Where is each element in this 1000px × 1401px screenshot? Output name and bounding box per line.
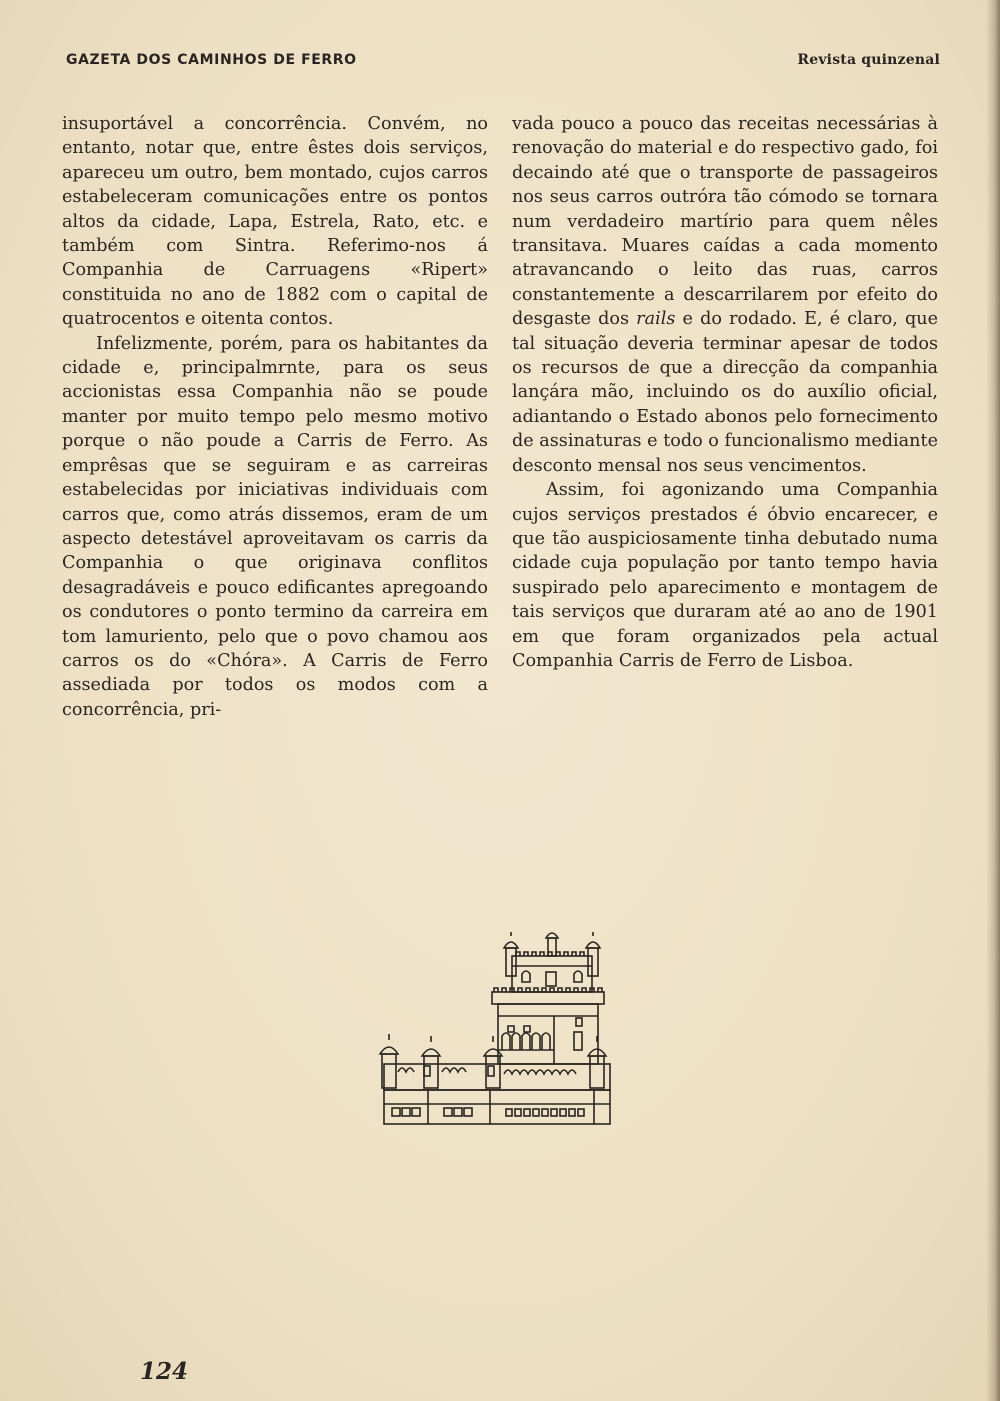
paragraph: insuportável a concorrência. Convém, no entanto, notar que, entre êstes dois serviços, apareceu um outro, bem montado, cujos carros estabeleceram comunicações entre os pontos altos da cidade, Lapa, Estrela, Rato, etc. e também com Sintra. Referimo-nos á Companhia de Carruagens «Ripert» constituida no ano de 1882 com o capital de quatrocentos e oitenta contos. — [62, 114, 488, 330]
paragraph: Assim, foi agonizando uma Companhia cujos serviços prestados é óbvio encarecer, e que tão auspiciosamente tinha debutado numa cidade cuja população por tanto tempo havia suspirado pelo aparecimento e montagem de tais serviços que duraram até ao ano de 1901 em que foram organizados pela actual Companhia Carris de Ferro de Lisboa. — [512, 480, 938, 671]
publication-title: GAZETA DOS CAMINHOS DE FERRO — [66, 52, 357, 68]
tower-of-belem-icon — [378, 932, 614, 1128]
italic-word: rails — [636, 309, 676, 330]
paragraph — [512, 112, 938, 478]
text-column-right — [512, 112, 938, 673]
publication-frequency: Revista quinzenal — [797, 52, 940, 68]
page-edge-shadow — [986, 0, 1000, 1401]
page-header — [66, 52, 940, 74]
paragraph-text: e do rodado. E, é claro, que tal situação deveria terminar apesar de todos os recursos de que a direcção da companhia lançára mão, incluindo os do auxílio oficial, adiantando o Estado abonos pelo fornecimento de assinaturas e todo o funcionalismo mediante desconto mensal nos seus vencimentos. — [512, 309, 939, 476]
text-column-left — [62, 112, 488, 722]
paragraph: Infelizmente, porém, para os habitantes da cidade e, principalmrnte, para os seus accionistas essa Companhia não se poude manter por muito tempo pelo mesmo motivo porque o não poude a Carris de Ferro. As emprêsas que se seguiram e as carreiras estabelecidas por iniciativas individuais com carros que, como atrás dissemos, eram de um aspecto detestável aproveitavam os carris da Companhia o que originava conflitos desagradáveis e pouco edificantes apregoando os condutores o ponto termino da carreira em tom lamuriento, pelo que o povo chamou aos carros os do «Chóra». A Carris de Ferro assediada por todos os modos com a concorrência, pri- — [62, 333, 488, 720]
page-number: 124 — [140, 1358, 189, 1385]
paragraph-text: vada pouco a pouco das receitas necessárias à renovação do material e do respectivo gado, foi decaindo até que o transporte de passageiros nos seus carros outróra tão cómodo se tornara num verdadeiro martírio para quem nêles transitava. Muares caídas a cada momento atravancando o leito das ruas, carros constantemente a descarrilarem por efeito do desgaste dos — [512, 114, 938, 330]
